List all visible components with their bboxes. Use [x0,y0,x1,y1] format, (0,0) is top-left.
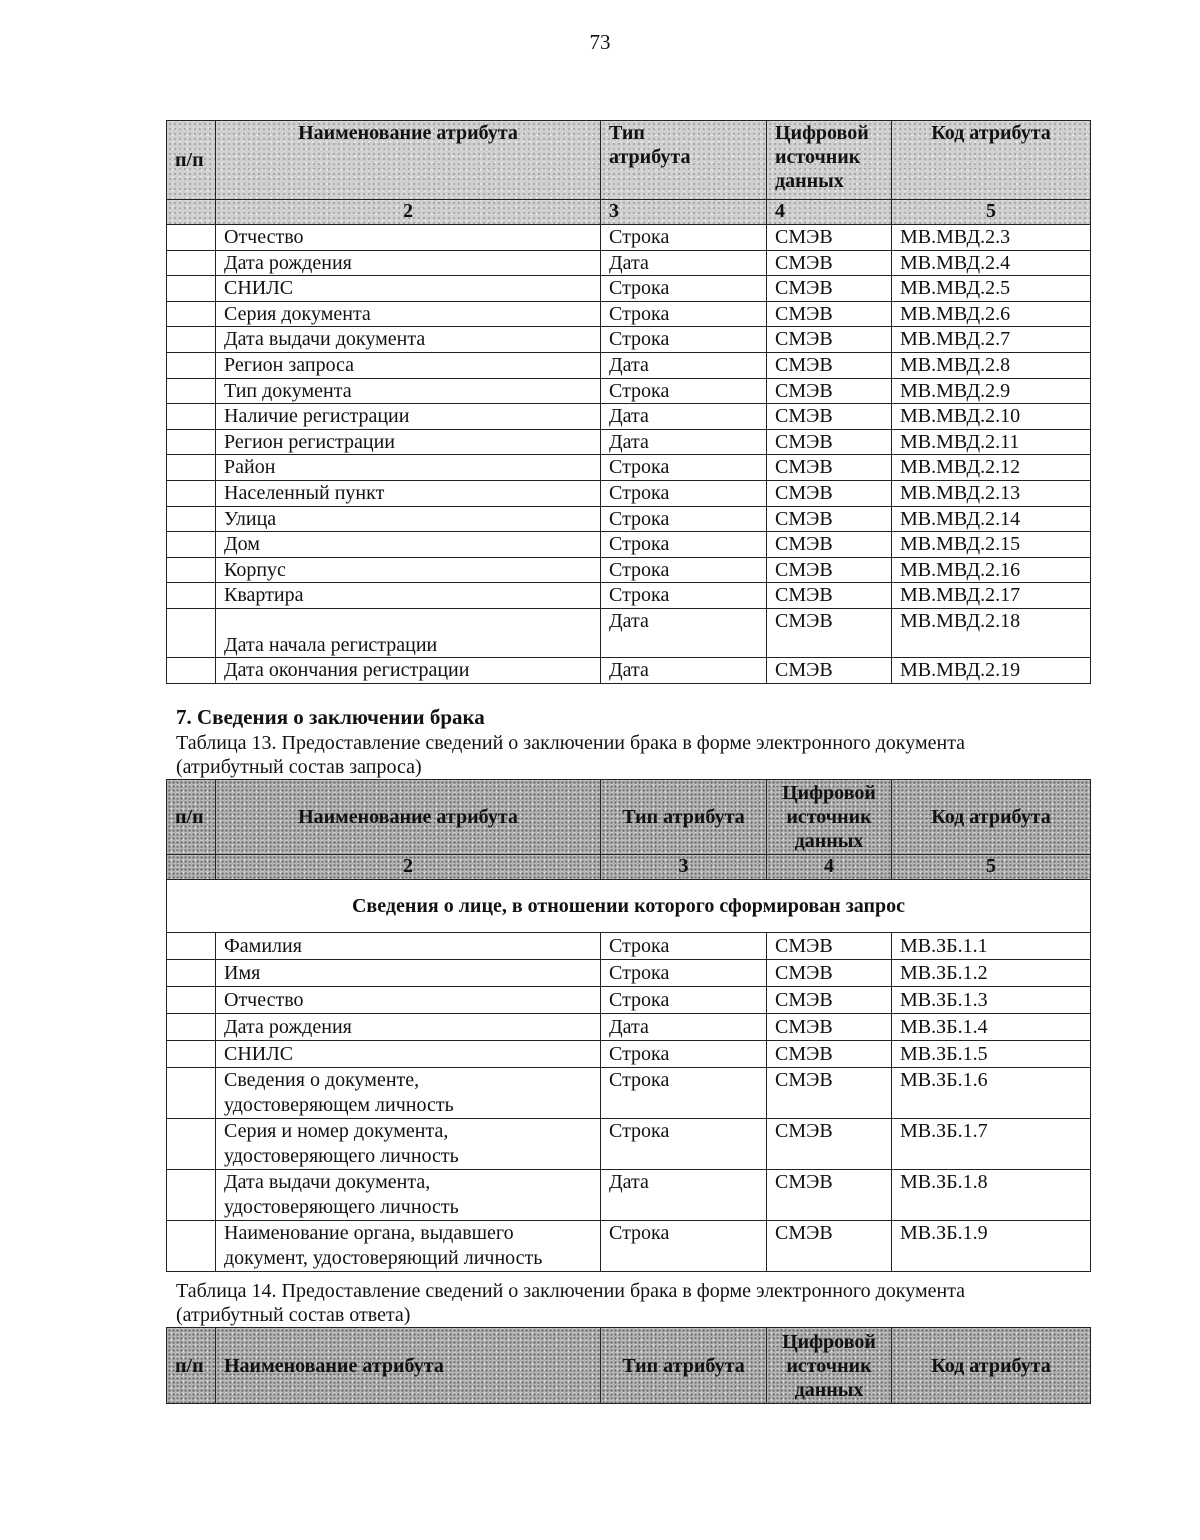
row-number-cell [167,1014,216,1041]
header-attribute-code: Код атрибута [892,121,1091,200]
caption-line: Таблица 14. Предоставление сведений о заключении брака в форме электронного документа [176,1280,966,1302]
header-type-line: атрибута [609,146,691,168]
page-number: 73 [589,30,611,54]
data-source-cell: СМЭВ [767,250,892,276]
attribute-name-line: документ, удостоверяющий личность [224,1247,543,1269]
attribute-name-cell [216,1221,601,1272]
attribute-name-cell: Тип документа [216,378,601,404]
attribute-type-cell: Дата [601,1170,767,1221]
row-number-cell [167,1068,216,1119]
column-number: 2 [216,200,601,225]
data-source-cell: СМЭВ [767,276,892,302]
column-number: 3 [601,200,767,225]
attribute-type-cell: Строка [601,455,767,481]
table14-caption [176,1279,965,1327]
attribute-name-line: Дата выдачи документа, [224,1171,431,1193]
attribute-code-cell: МВ.МВД.2.9 [892,378,1091,404]
attribute-name-cell [216,1014,601,1041]
row-number-cell [167,404,216,430]
attribute-name-cell: Дата выдачи документа [216,327,601,353]
attribute-name-line: Фамилия [224,935,302,957]
header-attribute-name: Наименование атрибута [216,780,601,855]
attribute-type-cell: Строка [601,276,767,302]
attribute-name-line: Имя [224,962,261,984]
data-source-cell: СМЭВ [767,960,892,987]
attribute-type-cell: Строка [601,960,767,987]
section-row: Сведения о лице, в отношении которого сформирован запрос [167,880,1091,933]
attribute-code-cell: МВ.МВД.2.17 [892,583,1091,609]
attribute-name-cell [216,1068,601,1119]
header-source-line: источник [786,806,872,828]
attribute-type-cell: Дата [601,657,767,683]
attribute-name-cell [216,1170,601,1221]
data-source-cell: СМЭВ [767,657,892,683]
table-row [167,480,1091,506]
header-source-line: Цифровой [782,1330,876,1353]
header-attribute-type [601,121,767,200]
data-source-cell: СМЭВ [767,532,892,558]
column-number: 4 [767,855,892,880]
caption-line: Таблица 13. Предоставление сведений о заключении брака в форме электронного документа [176,732,966,754]
data-source-cell: СМЭВ [767,455,892,481]
attribute-name-cell [216,1119,601,1170]
data-source-cell: СМЭВ [767,506,892,532]
row-number-cell [167,583,216,609]
table-row [167,933,1091,960]
row-number-cell [167,657,216,683]
data-source-cell: СМЭВ [767,378,892,404]
attribute-name-line: Наименование органа, выдавшего [224,1222,514,1244]
data-source-cell: СМЭВ [767,1119,892,1170]
table-row [167,225,1091,251]
attribute-name-line: удостоверяющем личность [224,1094,454,1116]
row-number-cell [167,429,216,455]
table-row [167,1041,1091,1068]
attribute-name-cell: Квартира [216,583,601,609]
table-row [167,657,1091,683]
data-source-cell: СМЭВ [767,327,892,353]
row-number-cell [167,276,216,302]
attribute-code-cell: МВ.ЗБ.1.8 [892,1170,1091,1221]
attribute-type-cell: Строка [601,583,767,609]
attribute-type-cell: Строка [601,1068,767,1119]
attribute-type-cell: Строка [601,301,767,327]
attribute-name-cell: Дата начала регистрации [216,608,601,657]
header-source-line: источник [786,1354,872,1377]
row-number-cell [167,1119,216,1170]
attribute-name-cell: Район [216,455,601,481]
attribute-type-cell: Строка [601,506,767,532]
table-row [167,960,1091,987]
attribute-code-cell: МВ.МВД.2.12 [892,455,1091,481]
attribute-table-continued [166,120,1091,684]
column-number [167,200,216,225]
attribute-type-cell: Дата [601,404,767,430]
table-row [167,557,1091,583]
row-number-cell [167,987,216,1014]
attribute-code-cell: МВ.ЗБ.1.4 [892,1014,1091,1041]
header-attribute-type: Тип атрибута [601,1328,767,1404]
attribute-name-line: Сведения о документе, [224,1069,420,1091]
section-title: 7. Сведения о заключении брака [176,705,485,729]
row-number-cell [167,960,216,987]
table-row [167,1068,1091,1119]
attribute-code-cell: МВ.МВД.2.10 [892,404,1091,430]
data-source-cell: СМЭВ [767,1014,892,1041]
attribute-code-cell: МВ.МВД.2.3 [892,225,1091,251]
attribute-code-cell: МВ.МВД.2.18 [892,608,1091,657]
data-source-cell: СМЭВ [767,429,892,455]
attribute-name-cell: Дата окончания регистрации [216,657,601,683]
attribute-code-cell: МВ.ЗБ.1.5 [892,1041,1091,1068]
table-row [167,1170,1091,1221]
attribute-name-cell: Дом [216,532,601,558]
header-source-line: источник [775,146,861,168]
header-npp: п/п [167,780,216,855]
data-source-cell: СМЭВ [767,225,892,251]
attribute-name-cell: Регион регистрации [216,429,601,455]
attribute-type-cell: Строка [601,327,767,353]
header-type-line: Тип [609,122,645,144]
attribute-name-cell: Корпус [216,557,601,583]
row-number-cell [167,557,216,583]
header-attribute-code: Код атрибута [892,1328,1091,1404]
table-row [167,1119,1091,1170]
attribute-name-line: СНИЛС [224,1043,294,1065]
table-row [167,429,1091,455]
table-row [167,455,1091,481]
header-data-source [767,780,892,855]
data-source-cell: СМЭВ [767,608,892,657]
data-source-cell: СМЭВ [767,1170,892,1221]
attribute-code-cell: МВ.МВД.2.5 [892,276,1091,302]
row-number-cell [167,378,216,404]
table-row [167,532,1091,558]
header-source-line: Цифровой [782,782,876,804]
attribute-name-cell: Наличие регистрации [216,404,601,430]
header-data-source [767,1328,892,1404]
attribute-name-cell: Отчество [216,225,601,251]
attribute-type-cell: Строка [601,933,767,960]
row-number-cell [167,1170,216,1221]
attribute-type-cell: Дата [601,1014,767,1041]
column-number: 5 [892,200,1091,225]
table-row [167,301,1091,327]
attribute-type-cell: Строка [601,532,767,558]
attribute-code-cell: МВ.МВД.2.6 [892,301,1091,327]
data-source-cell: СМЭВ [767,352,892,378]
column-number: 5 [892,855,1091,880]
header-npp: п/п [167,121,216,200]
attribute-name-cell: Серия документа [216,301,601,327]
data-source-cell: СМЭВ [767,557,892,583]
attribute-name-line: Отчество [224,989,304,1011]
header-npp: п/п [167,1328,216,1404]
header-attribute-type: Тип атрибута [601,780,767,855]
data-source-cell: СМЭВ [767,301,892,327]
table-row [167,352,1091,378]
attribute-code-cell: МВ.МВД.2.4 [892,250,1091,276]
row-number-cell [167,327,216,353]
caption-line: (атрибутный состав ответа) [176,1304,411,1326]
attribute-code-cell: МВ.ЗБ.1.6 [892,1068,1091,1119]
attribute-code-cell: МВ.ЗБ.1.7 [892,1119,1091,1170]
column-number: 2 [216,855,601,880]
column-number: 4 [767,200,892,225]
attribute-name-cell: Улица [216,506,601,532]
table-row [167,378,1091,404]
attribute-name-cell [216,960,601,987]
row-number-cell [167,608,216,657]
header-source-line: данных [775,170,844,192]
column-number [167,855,216,880]
attribute-code-cell: МВ.МВД.2.13 [892,480,1091,506]
attribute-name-cell: СНИЛС [216,276,601,302]
table-row [167,506,1091,532]
table-row [167,404,1091,430]
attribute-type-cell: Дата [601,429,767,455]
attribute-name-line: удостоверяющего личность [224,1145,459,1167]
header-data-source [767,121,892,200]
attribute-code-cell: МВ.ЗБ.1.9 [892,1221,1091,1272]
attribute-type-cell: Строка [601,378,767,404]
attribute-type-cell: Строка [601,1221,767,1272]
header-source-line: данных [794,830,864,852]
column-number: 3 [601,855,767,880]
data-source-cell: СМЭВ [767,404,892,430]
data-source-cell: СМЭВ [767,583,892,609]
table-row [167,1014,1091,1041]
attribute-name-cell [216,1041,601,1068]
attribute-type-cell: Строка [601,225,767,251]
attribute-code-cell: МВ.ЗБ.1.2 [892,960,1091,987]
table-13 [166,779,1091,1272]
table-row [167,987,1091,1014]
row-number-cell [167,301,216,327]
row-number-cell [167,1041,216,1068]
attribute-type-cell: Дата [601,352,767,378]
attribute-type-cell: Строка [601,987,767,1014]
data-source-cell: СМЭВ [767,987,892,1014]
attribute-code-cell: МВ.МВД.2.7 [892,327,1091,353]
attribute-name-line: удостоверяющего личность [224,1196,459,1218]
attribute-type-cell: Строка [601,557,767,583]
row-number-cell [167,250,216,276]
table-14 [166,1327,1091,1404]
attribute-code-cell: МВ.МВД.2.8 [892,352,1091,378]
data-source-cell: СМЭВ [767,1221,892,1272]
header-source-line: данных [794,1378,864,1401]
row-number-cell [167,225,216,251]
table-row [167,1221,1091,1272]
table-row [167,250,1091,276]
data-source-cell: СМЭВ [767,1068,892,1119]
row-number-cell [167,1221,216,1272]
attribute-name-cell: Регион запроса [216,352,601,378]
attribute-type-cell: Строка [601,1119,767,1170]
attribute-code-cell: МВ.ЗБ.1.3 [892,987,1091,1014]
row-number-cell [167,933,216,960]
attribute-name-line: Дата рождения [224,1016,352,1038]
attribute-name-line: Серия и номер документа, [224,1120,449,1142]
table13-caption [176,731,965,779]
attribute-code-cell: МВ.МВД.2.19 [892,657,1091,683]
attribute-code-cell: МВ.МВД.2.16 [892,557,1091,583]
caption-line: (атрибутный состав запроса) [176,756,422,778]
header-attribute-name: Наименование атрибута [216,1328,601,1404]
table-row [167,608,1091,657]
row-number-cell [167,455,216,481]
table-row [167,583,1091,609]
attribute-code-cell: МВ.ЗБ.1.1 [892,933,1091,960]
data-source-cell: СМЭВ [767,933,892,960]
data-source-cell: СМЭВ [767,480,892,506]
attribute-type-cell: Строка [601,1041,767,1068]
table-row [167,327,1091,353]
row-number-cell [167,506,216,532]
row-number-cell [167,352,216,378]
attribute-code-cell: МВ.МВД.2.11 [892,429,1091,455]
header-attribute-name: Наименование атрибута [216,121,601,200]
attribute-name-cell: Населенный пункт [216,480,601,506]
attribute-name-cell: Дата рождения [216,250,601,276]
header-attribute-code: Код атрибута [892,780,1091,855]
data-source-cell: СМЭВ [767,1041,892,1068]
attribute-type-cell: Дата [601,608,767,657]
row-number-cell [167,532,216,558]
attribute-name-cell [216,987,601,1014]
header-source-line: Цифровой [775,122,869,144]
attribute-type-cell: Дата [601,250,767,276]
attribute-name-cell [216,933,601,960]
row-number-cell [167,480,216,506]
attribute-type-cell: Строка [601,480,767,506]
table-row [167,276,1091,302]
attribute-code-cell: МВ.МВД.2.15 [892,532,1091,558]
attribute-code-cell: МВ.МВД.2.14 [892,506,1091,532]
